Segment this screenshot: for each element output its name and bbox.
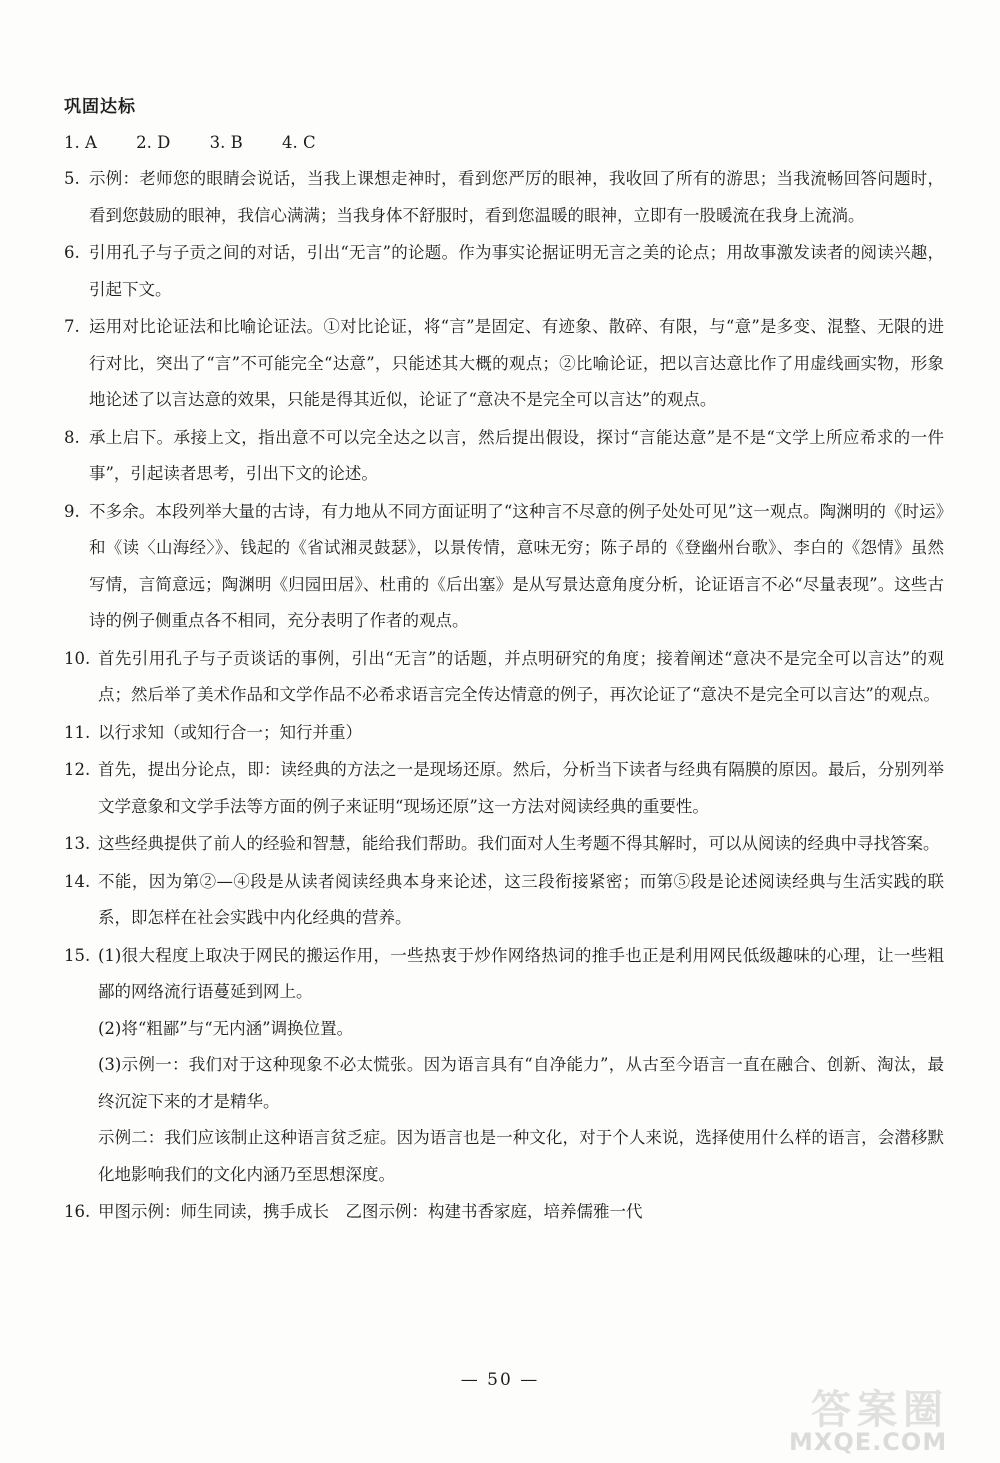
item-text: 引用孔子与子贡之间的对话，引出“无言”的论题。作为事实论据证明无言之美的论点；用故事激发读者的阅读兴趣，引起下文。 — [89, 243, 944, 299]
answer-item-11 — [64, 715, 944, 752]
choice-answers — [64, 124, 944, 161]
answer-item-6 — [64, 235, 944, 308]
item-subpart: 示例二：我们应该制止这种语言贫乏症。因为语言也是一种文化，对于个人来说，选择使用什么样的语言，会潜移默化地影响我们的文化内涵乃至思想深度。 — [98, 1128, 944, 1184]
item-text: 这些经典提供了前人的经验和智慧，能给我们帮助。我们面对人生考题不得其解时，可以从阅读的经典中寻找答案。 — [98, 834, 940, 853]
item-number: 9. — [64, 501, 80, 521]
item-text: 示例：老师您的眼睛会说话，当我上课想走神时，看到您严厉的眼神，我收回了所有的游思；当我流畅回答问题时，看到您鼓励的眼神，我信心满满；当我身体不舒服时，看到您温暖的眼神，立即有一股暖流在我身上流淌。 — [89, 169, 944, 225]
item-number: 11. — [64, 722, 91, 742]
answer-item-9 — [64, 494, 944, 640]
choice-answer: 1. A — [64, 133, 97, 152]
item-number: 16. — [64, 1202, 91, 1221]
item-number: 13. — [64, 834, 91, 853]
watermark-domain: MXQE.COM — [789, 1428, 948, 1456]
page-number: — 50 — — [460, 1370, 540, 1390]
item-text: 以行求知（或知行合一；知行并重） — [98, 722, 362, 742]
answer-item-10 — [64, 641, 944, 714]
answer-item-15 — [64, 938, 944, 1194]
choice-answer: 4. C — [282, 133, 316, 152]
item-text: 首先，提出分论点，即：读经典的方法之一是现场还原。然后，分析当下读者与经典有隔膜的原因。最后，分别列举文学意象和文学手法等方面的例子来证明“现场还原”这一方法对阅读经典的重要性。 — [98, 760, 944, 816]
section-title: 巩固达标 — [64, 97, 136, 117]
item-number: 12. — [64, 760, 91, 779]
answer-item-14 — [64, 864, 944, 937]
answer-item-13 — [64, 826, 944, 863]
item-subpart: (2)将“粗鄙”与“无内涵”调换位置。 — [98, 1018, 354, 1038]
item-text: 承上启下。承接上文，指出意不可以完全达之以言，然后提出假设，探讨“言能达意”是不是“文学上所应希求的一件事”，引起读者思考，引出下文的论述。 — [89, 427, 944, 483]
item-text: 甲图示例：师生同读，携手成长 乙图示例：构建书香家庭，培养儒雅一代 — [98, 1202, 643, 1221]
item-text: 不能，因为第②—④段是从读者阅读经典本身来论述，这三段衔接紧密；而第⑤段是论述阅读经典与生活实践的联系，即怎样在社会实践中内化经典的营养。 — [98, 871, 944, 927]
answer-item-8 — [64, 420, 944, 493]
item-number: 15. — [64, 945, 91, 965]
answer-content — [64, 124, 944, 1232]
choice-answer: 3. B — [209, 133, 243, 152]
item-subpart: (3)示例一：我们对于这种现象不必太慌张。因为语言具有“自净能力”，从古至今语言一直在融合、创新、淘汰，最终沉淀下来的才是精华。 — [98, 1055, 944, 1111]
item-number: 6. — [64, 243, 80, 262]
choice-answer: 2. D — [136, 133, 171, 152]
watermark-text: 答案圈 — [811, 1387, 949, 1433]
item-number: 7. — [64, 317, 80, 336]
item-number: 10. — [64, 648, 91, 668]
item-subpart: (1)很大程度上取决于网民的搬运作用，一些热衷于炒作网络热词的推手也正是利用网民低级趣味的心理，让一些粗鄙的网络流行语蔓延到网上。 — [98, 945, 944, 1001]
answer-item-5 — [64, 161, 944, 234]
item-number: 8. — [64, 427, 80, 447]
item-text: 运用对比论证法和比喻论证法。①对比论证，将“言”是固定、有迹象、散碎、有限，与“意”是多变、混整、无限的进行对比，突出了“言”不可能完全“达意”，只能述其大概的观点；②比喻论证，把以言达意比作了用虚线画实物，形象地论述了以言达意的效果，只能是得其近似，论证了“意决不是完全可以言达”的观点。 — [89, 317, 944, 409]
item-number: 5. — [64, 169, 80, 188]
item-text: 首先引用孔子与子贡谈话的事例，引出“无言”的话题，并点明研究的角度；接着阐述“意决不是完全可以言达”的观点；然后举了美术作品和文学作品不必希求语言完全传达情意的例子，再次论证了“意决不是完全可以言达”的观点。 — [98, 648, 944, 704]
answer-item-12 — [64, 752, 944, 825]
answer-item-16 — [64, 1194, 944, 1231]
answer-item-7 — [64, 309, 944, 419]
site-watermark-logo — [781, 1378, 986, 1458]
item-text: 不多余。本段列举大量的古诗，有力地从不同方面证明了“这种言不尽意的例子处处可见”这一观点。陶渊明的《时运》和《读〈山海经〉》、钱起的《省试湘灵鼓瑟》，以景传情，意味无穷；陈子昂的《登幽州台歌》、李白的《怨情》虽然写情，言简意远；陶渊明《归园田居》、杜甫的《后出塞》是从写景达意角度分析，论证语言不必“尽量表现”。这些古诗的例子侧重点各不相同，充分表明了作者的观点。 — [89, 501, 944, 630]
item-number: 14. — [64, 871, 91, 891]
